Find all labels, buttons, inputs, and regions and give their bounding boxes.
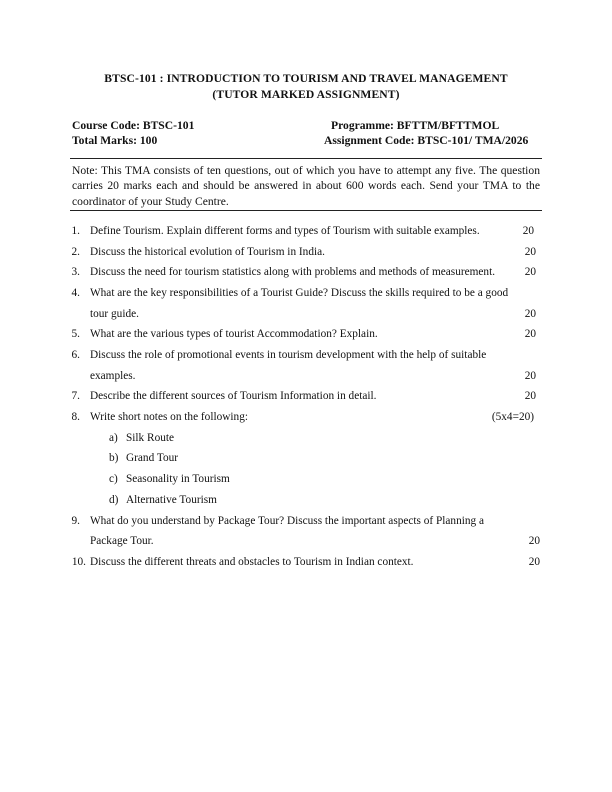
sub-item-text: Alternative Tourism: [126, 494, 217, 506]
question-marks: 20: [524, 370, 536, 382]
question-text: What are the key responsibilities of a Tourist Guide? Discuss the skills required to be a good: [90, 287, 509, 299]
course-code: Course Code: BTSC-101: [72, 119, 195, 132]
page-subtitle: (TUTOR MARKED ASSIGNMENT): [212, 88, 400, 101]
question-number: 1.: [71, 225, 80, 237]
sub-item-text: Grand Tour: [126, 452, 179, 464]
question-text: Discuss the historical evolution of Tourism in India.: [90, 246, 325, 258]
assignment-code: Assignment Code: BTSC-101/ TMA/2026: [324, 134, 529, 147]
note-top-rule: [70, 158, 542, 159]
question-number: 7.: [71, 390, 80, 402]
question-text-continued: Package Tour.: [90, 535, 154, 547]
question-number: 2.: [71, 246, 80, 258]
question-text: What are the various types of tourist Accommodation? Explain.: [90, 328, 378, 340]
page-title: BTSC-101 : INTRODUCTION TO TOURISM AND TRAVEL MANAGEMENT: [104, 72, 508, 85]
note-bottom-rule: [70, 210, 542, 211]
question-text: Discuss the different threats and obstacles to Tourism in Indian context.: [90, 556, 414, 568]
question-text: Discuss the need for tourism statistics along with problems and methods of measurement.: [90, 266, 496, 278]
question-marks: 20: [528, 556, 540, 568]
question-number: 9.: [71, 515, 80, 527]
question-number: 10.: [71, 556, 86, 568]
sub-item-letter: d): [109, 494, 119, 506]
question-number: 5.: [71, 328, 80, 340]
question-text: Write short notes on the following:: [90, 411, 248, 423]
question-number: 8.: [71, 411, 80, 423]
question-number: 4.: [71, 287, 80, 299]
question-text: Define Tourism. Explain different forms and types of Tourism with suitable examples.: [90, 225, 480, 237]
question-marks: 20: [522, 225, 534, 237]
question-number: 3.: [71, 266, 80, 278]
sub-item-letter: b): [109, 452, 119, 464]
programme: Programme: BFTTM/BFTTMOL: [331, 119, 500, 132]
sub-item-letter: a): [109, 432, 118, 444]
sub-item-text: Seasonality in Tourism: [126, 473, 230, 485]
note-text: Note: This TMA consists of ten questions, out of which you have to attempt any five. The question carries 20 marks each and should be answered in about 600 words each. Send your TMA to the coordinator of your Study Centre.: [72, 164, 540, 208]
question-text: Discuss the role of promotional events in tourism development with the help of suitable: [90, 349, 487, 361]
question-marks: (5x4=20): [491, 411, 534, 423]
sub-item-letter: c): [109, 473, 118, 485]
question-marks: 20: [524, 266, 536, 278]
sub-item-text: Silk Route: [126, 432, 175, 444]
question-marks: 20: [528, 535, 540, 547]
question-text-continued: examples.: [90, 370, 136, 382]
question-text: What do you understand by Package Tour? Discuss the important aspects of Planning a: [90, 515, 484, 527]
question-marks: 20: [524, 246, 536, 258]
question-marks: 20: [524, 328, 536, 340]
question-text: Describe the different sources of Tourism Information in detail.: [90, 390, 377, 402]
question-number: 6.: [71, 349, 80, 361]
question-marks: 20: [524, 390, 536, 402]
question-marks: 20: [524, 308, 536, 320]
total-marks: Total Marks: 100: [72, 134, 158, 147]
question-text-continued: tour guide.: [90, 308, 139, 320]
